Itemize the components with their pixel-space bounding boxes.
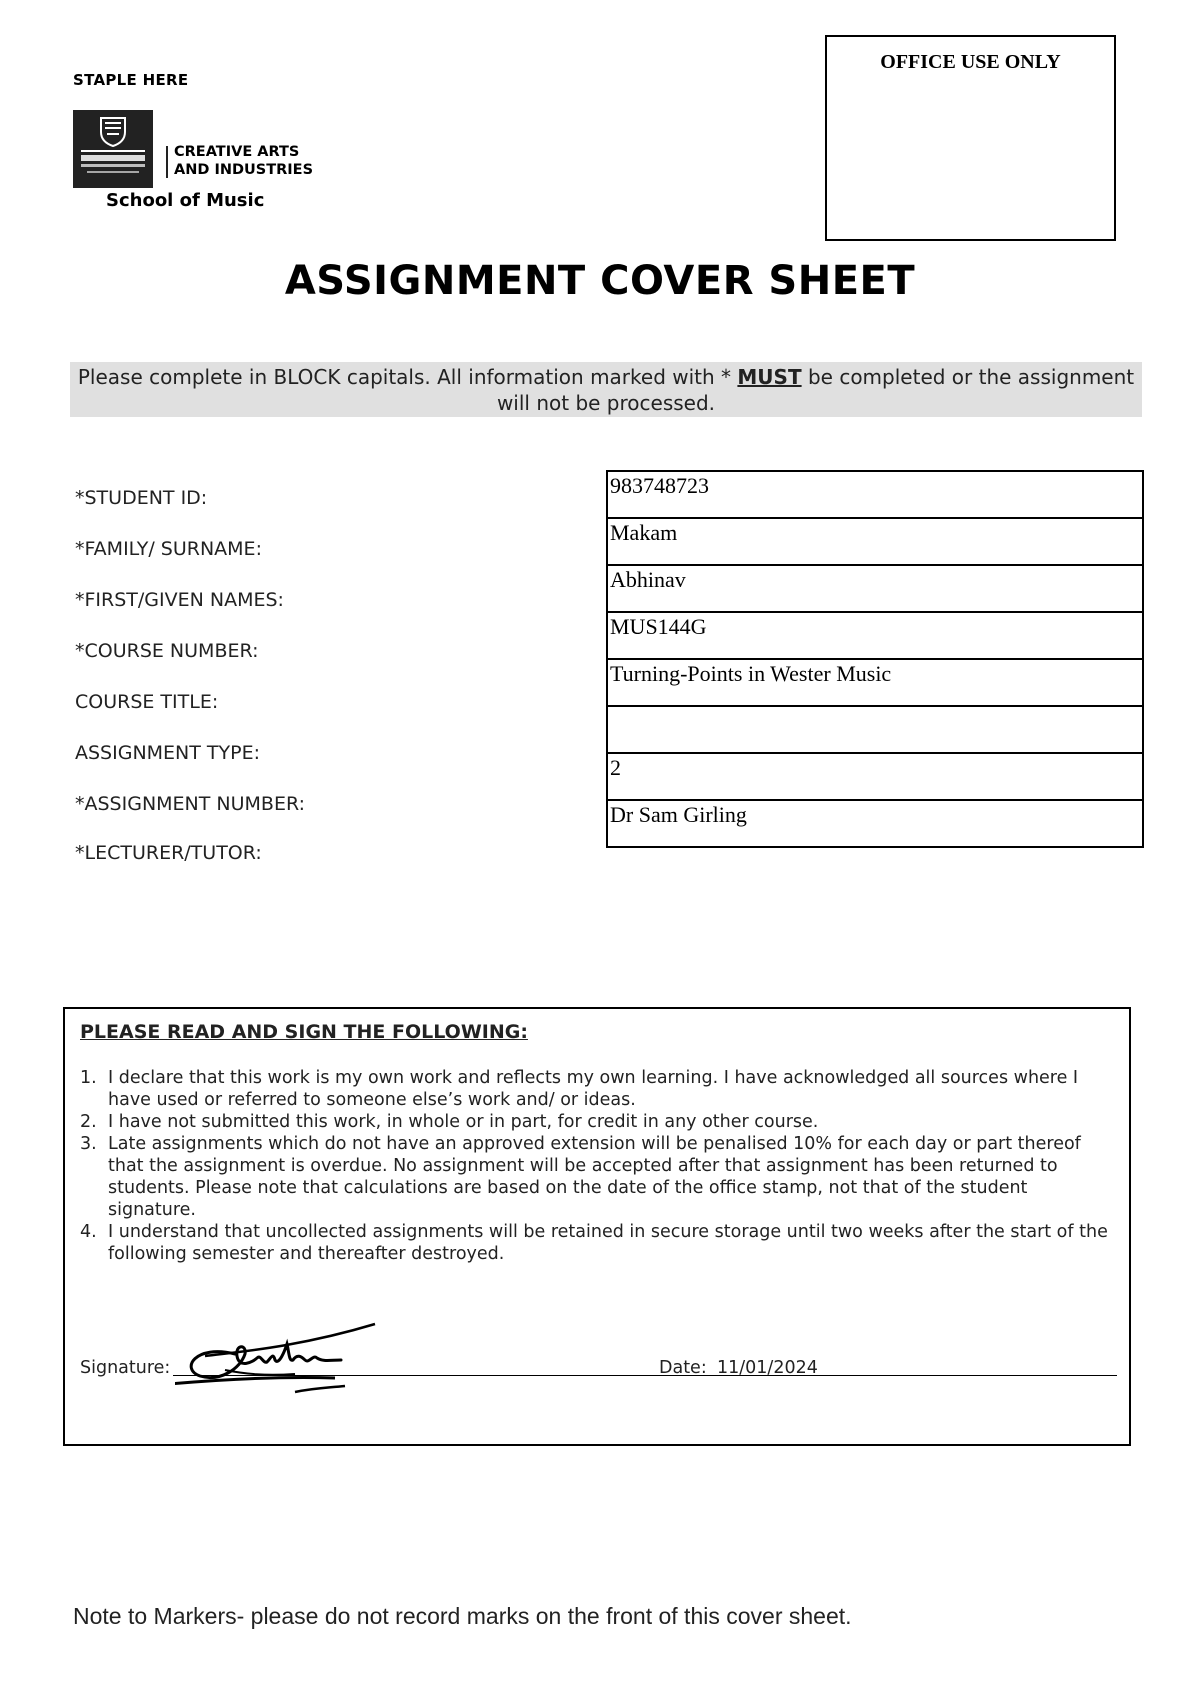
instructions-text-start: Please complete in BLOCK capitals. All information marked with * [77,365,738,389]
item-number: 1. [80,1068,97,1088]
assignment-number-label: *ASSIGNMENT NUMBER: [75,793,305,815]
item-text: I have not submitted this work, in whole or in part, for credit in any other course. [108,1112,819,1132]
university-logo [73,110,153,188]
student-details-table [606,470,1144,848]
item-number: 3. [80,1134,97,1154]
assignment-type-field[interactable] [608,707,1142,754]
surname-label: *FAMILY/ SURNAME: [75,538,262,560]
staple-label: STAPLE HERE [73,71,189,89]
faculty-line-2: AND INDUSTRIES [174,162,314,178]
date-value[interactable]: 11/01/2024 [717,1358,818,1378]
date-label: Date: [659,1358,707,1378]
assignment-type-label: ASSIGNMENT TYPE: [75,742,260,764]
school-name: School of Music [106,190,265,211]
faculty-name [174,143,313,179]
item-text: Late assignments which do not have an approved extension will be penalised 10% for each day or part thereof that the assignment is overdue. No assignment will be accepted after that assignment has been returned to students. Please note that calculations are based on the date of the office stamp, not that of the student signature. [108,1134,1081,1220]
item-text: I declare that this work is my own work and reflects my own learning. I have acknowledged all sources where I have used or referred to someone else’s work and/ or ideas. [108,1068,1079,1110]
course-title-label: COURSE TITLE: [75,691,219,713]
signature-label: Signature: [80,1358,171,1378]
declaration-item [80,1221,1120,1265]
instructions-emphasis: MUST [737,365,802,389]
instructions-text-end: be completed or the assignment will not be processed. [496,365,1135,415]
given-names-label: *FIRST/GIVEN NAMES: [75,589,284,611]
course-number-field[interactable]: MUS144G [608,613,1142,660]
item-number: 4. [80,1222,97,1242]
instructions-banner [70,362,1142,417]
lecturer-field[interactable]: Dr Sam Girling [608,801,1142,848]
declaration-item [80,1133,1120,1221]
date-line [709,1375,1117,1376]
lecturer-label: *LECTURER/TUTOR: [75,842,262,864]
declaration-list [80,1067,1120,1265]
student-id-label: *STUDENT ID: [75,487,208,509]
markers-note: Note to Markers- please do not record marks on the front of this cover sheet. [73,1603,852,1629]
surname-field[interactable]: Makam [608,519,1142,566]
page-title: ASSIGNMENT COVER SHEET [284,258,916,304]
item-number: 2. [80,1112,97,1132]
item-text: I understand that uncollected assignments will be retained in secure storage until two weeks after the start of the following semester and thereafter destroyed. [108,1222,1108,1264]
faculty-line-1: CREATIVE ARTS [174,144,300,160]
declaration-item [80,1067,1120,1111]
declaration-box [63,1007,1131,1446]
course-title-field[interactable]: Turning-Points in Wester Music [608,660,1142,707]
student-id-field[interactable]: 983748723 [608,472,1142,519]
handwritten-signature [175,1314,415,1404]
declaration-item [80,1111,1120,1133]
office-use-label: OFFICE USE ONLY [880,51,1061,73]
office-use-box [825,35,1116,241]
assignment-number-field[interactable]: 2 [608,754,1142,801]
course-number-label: *COURSE NUMBER: [75,640,259,662]
given-names-field[interactable]: Abhinav [608,566,1142,613]
logo-divider [166,146,168,178]
declaration-heading: PLEASE READ AND SIGN THE FOLLOWING: [80,1021,528,1043]
